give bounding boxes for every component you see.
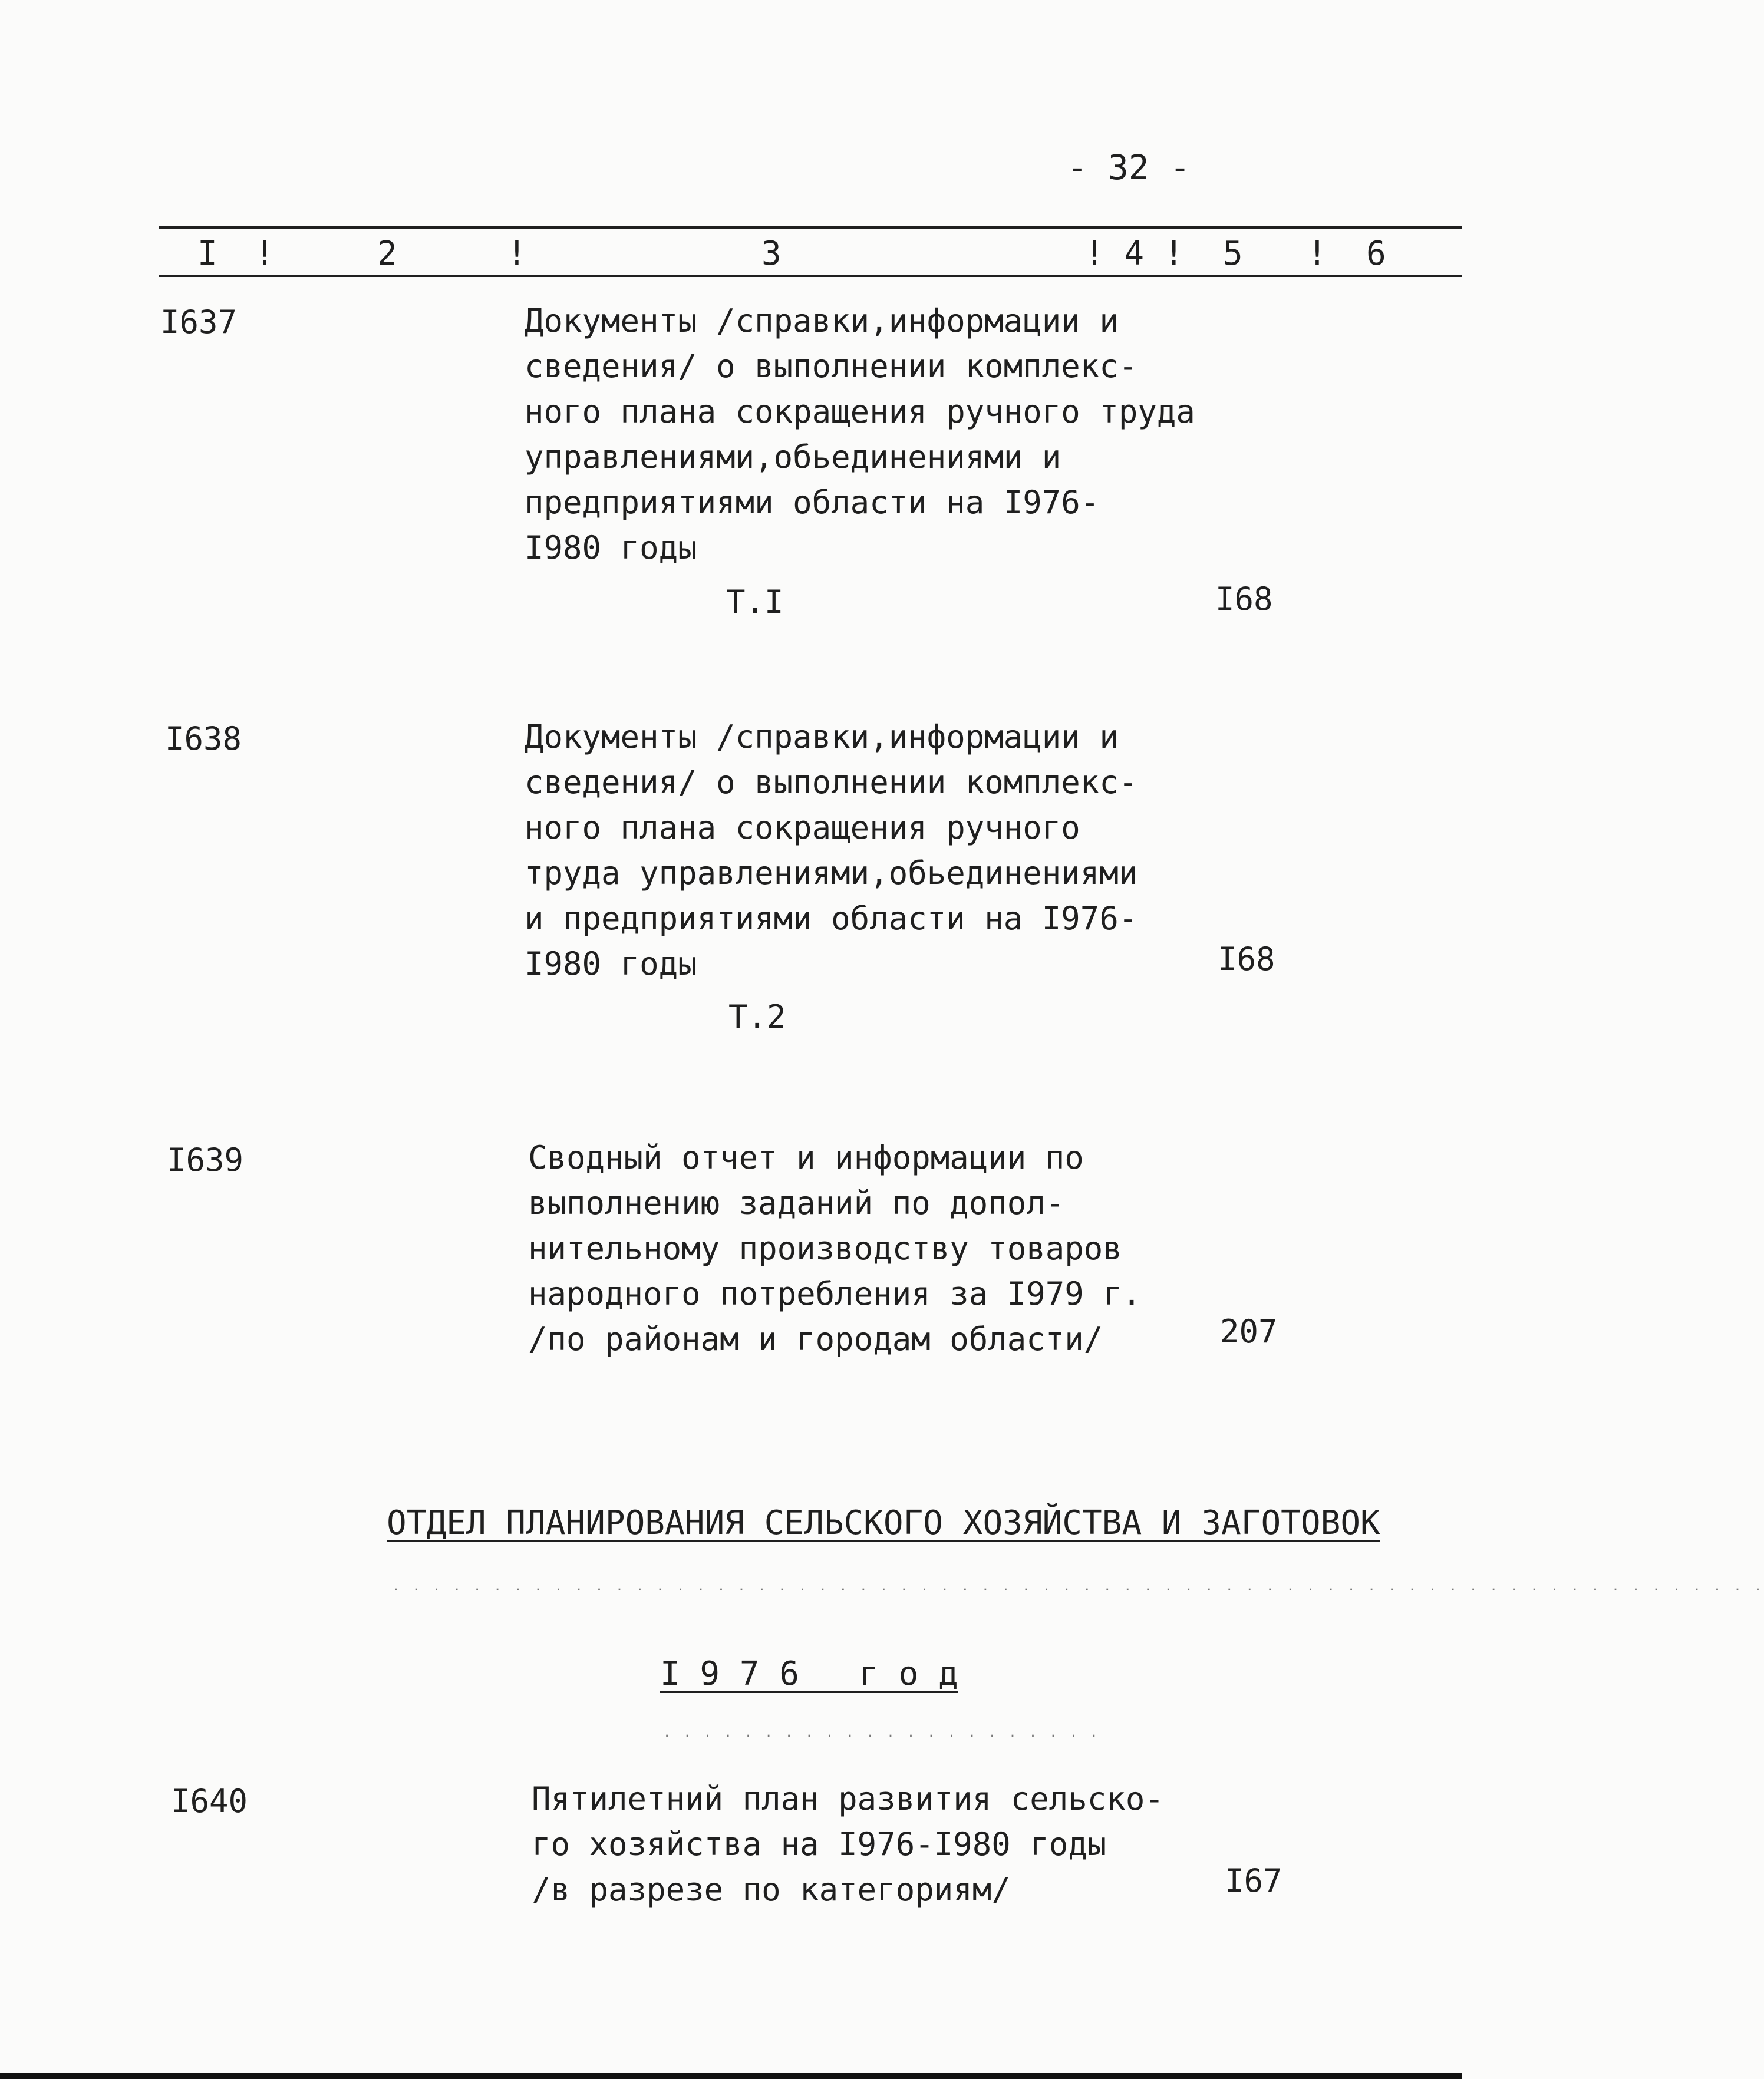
description-line: народного потребления за I979 г. xyxy=(528,1275,1142,1312)
sheet-count: I68 xyxy=(1218,940,1275,978)
description-line: предприятиями области на I976- xyxy=(525,484,1100,521)
description-line: ного плана сокращения ручного труда xyxy=(525,393,1195,430)
description-line: /в разрезе по категориям/ xyxy=(532,1871,1011,1908)
sheet-count: I67 xyxy=(1225,1862,1282,1899)
entry-number: I639 xyxy=(167,1141,244,1179)
column-separator: ! xyxy=(507,235,527,273)
entry-description xyxy=(525,714,1202,986)
description-line: I980 годы xyxy=(525,945,697,982)
page-number: - 32 - xyxy=(1067,147,1191,187)
column-header-1: I xyxy=(197,235,217,273)
description-line: сведения/ о выполнении комплекс- xyxy=(525,764,1138,801)
description-line: нительному производству товаров xyxy=(528,1230,1122,1267)
section-heading: ОТДЕЛ ПЛАНИРОВАНИЯ СЕЛЬСКОГО ХОЗЯЙСТВА И ЗАГОТОВОК xyxy=(387,1504,1380,1542)
dotted-rule: . . . . . . . . . . . . . . . . . . . . . . xyxy=(663,1725,1100,1740)
entry-number: I640 xyxy=(171,1783,248,1820)
column-header-3: 3 xyxy=(761,235,782,273)
column-header-2: 2 xyxy=(377,235,397,273)
table-header-top-rule xyxy=(159,226,1462,229)
year-heading: I 9 7 6 г о д xyxy=(660,1655,958,1693)
description-line: /по районам и городам области/ xyxy=(528,1321,1103,1358)
description-line: Документы /справки,информации и xyxy=(525,718,1119,755)
description-line: сведения/ о выполнении комплекс- xyxy=(525,348,1138,385)
description-line: управлениями,обьединениями и xyxy=(525,438,1061,476)
entry-number: I638 xyxy=(165,720,242,757)
description-line: Сводный отчет и информации по xyxy=(528,1139,1084,1176)
entry-number: I637 xyxy=(160,303,238,341)
description-line: го хозяйства на I976-I980 годы xyxy=(532,1826,1107,1863)
volume-label: Т.2 xyxy=(728,998,786,1035)
entry-description xyxy=(532,1776,1209,1912)
entry-description xyxy=(525,298,1202,570)
sheet-count: I68 xyxy=(1215,580,1273,618)
description-line: Документы /справки,информации и xyxy=(525,302,1119,339)
entry-description xyxy=(528,1135,1206,1362)
description-line: и предприятиями области на I976- xyxy=(525,900,1138,937)
column-separator: ! xyxy=(1307,235,1327,273)
description-line: Пятилетний план развития сельско- xyxy=(532,1780,1164,1817)
dotted-rule: . . . . . . . . . . . . . . . . . . . . . . . . . . . . . . . . . . . . . . . . . . . . . . . . . . . . . . . . . . . . . . . . . . . . xyxy=(392,1579,1764,1594)
volume-label: Т.I xyxy=(726,583,784,621)
description-line: I980 годы xyxy=(525,529,697,566)
sheet-count: 207 xyxy=(1220,1313,1278,1350)
column-header-4: ! 4 ! xyxy=(1084,235,1184,273)
description-line: труда управлениями,обьединениями xyxy=(525,854,1138,892)
description-line: выполнению заданий по допол- xyxy=(528,1184,1065,1222)
table-header-bottom-rule xyxy=(159,275,1462,277)
scan-bottom-edge xyxy=(0,2073,1462,2079)
column-header-5: 5 xyxy=(1223,235,1243,273)
column-separator: ! xyxy=(255,235,275,273)
description-line: ного плана сокращения ручного xyxy=(525,809,1080,846)
column-header-6: 6 xyxy=(1366,235,1386,273)
